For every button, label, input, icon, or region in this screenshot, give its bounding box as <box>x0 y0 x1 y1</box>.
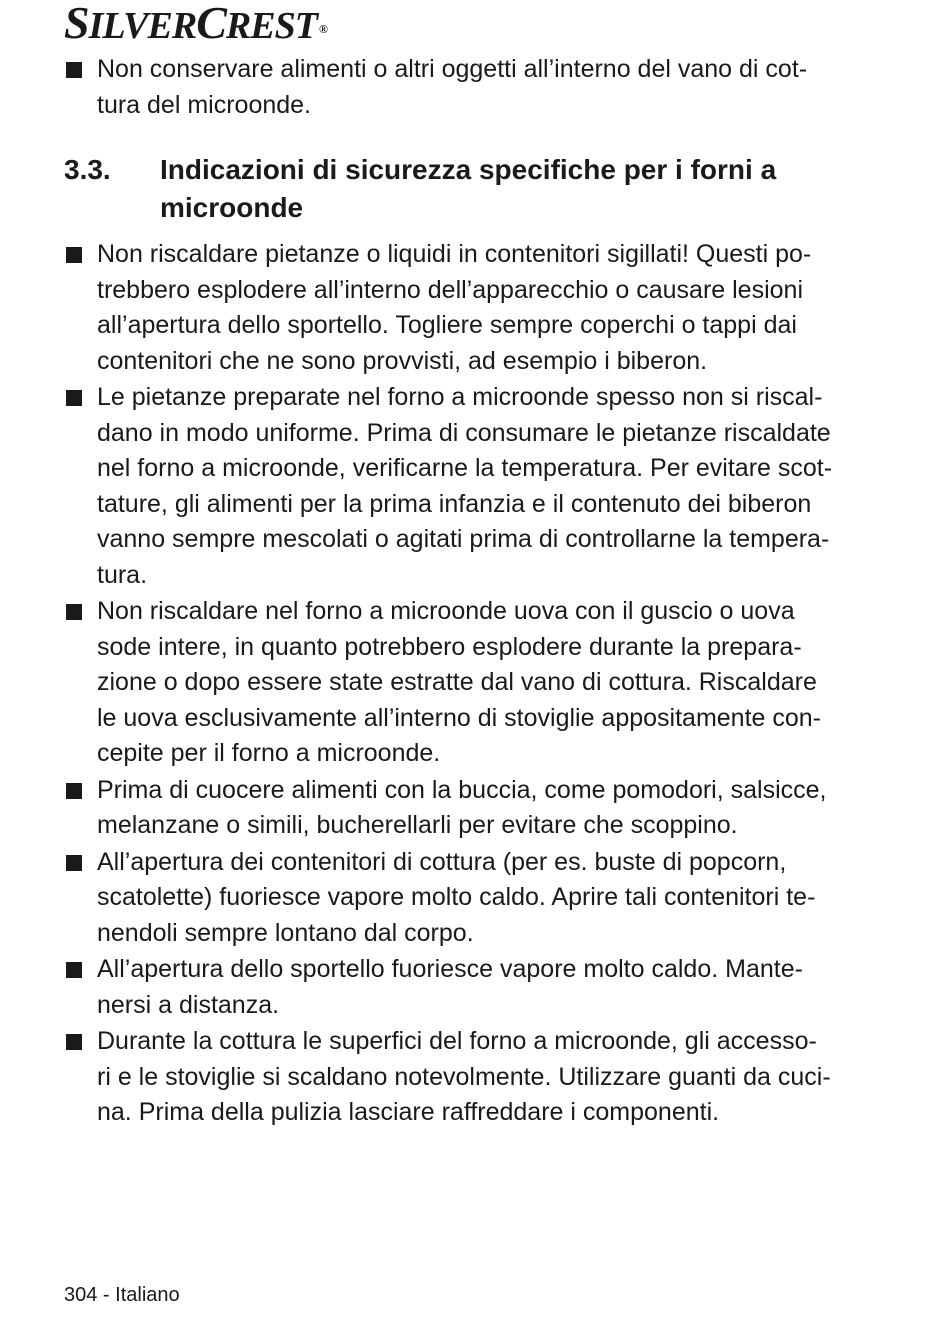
text-line: zione o dopo essere state estratte dal vano di cottura. Riscaldare <box>97 668 817 696</box>
bullet-item <box>64 1024 864 1131</box>
text-line: tura del microonde. <box>97 90 312 119</box>
text-line: contenitori che ne sono provvisti, ad esempio i biberon. <box>97 346 708 375</box>
text-line: Non conservare alimenti o altri oggetti all’interno del vano di cot- <box>97 55 808 83</box>
text-line: melanzane o simili, bucherellarli per evitare che scoppino. <box>97 811 738 839</box>
item-text <box>97 594 864 772</box>
bullet-item <box>64 845 864 952</box>
text-line: nel forno a microonde, verificarne la temperatura. Per evitare scot- <box>97 454 833 482</box>
square-bullet-icon <box>66 247 82 263</box>
text-line: tura. <box>97 560 148 589</box>
square-bullet-icon <box>66 62 82 78</box>
item-text <box>97 1024 864 1131</box>
text-line: nersi a distanza. <box>97 990 280 1019</box>
text-line: All’apertura dei contenitori di cottura (per es. buste di popcorn, <box>97 847 787 876</box>
section-title <box>64 151 864 227</box>
brand-logo: SILVERCREST ® <box>64 0 327 48</box>
text-line: Non riscaldare pietanze o liquidi in contenitori sigillati! Questi po- <box>97 240 812 268</box>
item-text <box>97 380 864 593</box>
text-line: Non riscaldare nel forno a microonde uova con il guscio o uova <box>97 597 795 625</box>
square-bullet-icon <box>66 1034 82 1050</box>
bullet-item <box>64 952 864 1023</box>
text-line: vanno sempre mescolati o agitati prima di controllarne la tempera- <box>97 525 830 553</box>
section-heading <box>64 151 864 227</box>
text-line: cepite per il forno a microonde. <box>97 739 441 767</box>
text-line: le uova esclusivamente all’interno di stoviglie appositamente con- <box>97 703 822 732</box>
square-bullet-icon <box>66 783 82 799</box>
text-line: microonde <box>160 192 304 223</box>
square-bullet-icon <box>66 604 82 620</box>
text-line: all’apertura dello sportello. Togliere sempre coperchi o tappi dai <box>97 311 797 339</box>
text-line: dano in modo uniforme. Prima di consumare le pietanze riscaldate <box>97 418 831 447</box>
bullet-list <box>64 237 864 1131</box>
text-line: ri e le stoviglie si scaldano notevolmente. Utilizzare guanti da cuci- <box>97 1062 831 1091</box>
text-line: Le pietanze preparate nel forno a microonde spesso non si riscal- <box>97 383 823 411</box>
bullet-item <box>64 773 864 844</box>
bullet-item-intro <box>64 52 864 123</box>
text-line: All’apertura dello sportello fuoriesce vapore molto caldo. Mante- <box>97 955 803 983</box>
square-bullet-icon <box>66 962 82 978</box>
item-text <box>97 773 864 844</box>
document-body <box>64 52 864 1131</box>
page-footer: 304 - Italiano <box>64 1284 180 1306</box>
item-text <box>97 845 864 952</box>
text-line: tature, gli alimenti per la prima infanzia e il contenuto dei biberon <box>97 489 812 518</box>
text-line: sode intere, in quanto potrebbero esplodere durante la prepara- <box>97 632 802 661</box>
text-line: nendoli sempre lontano dal corpo. <box>97 918 474 947</box>
text-line: na. Prima della pulizia lasciare raffreddare i componenti. <box>97 1098 720 1126</box>
text-line: Indicazioni di sicurezza specifiche per i forni a <box>160 154 777 185</box>
text-line: scatolette) fuoriesce vapore molto caldo. Aprire tali contenitori te- <box>97 883 816 911</box>
section-number: 3.3. <box>64 154 111 185</box>
square-bullet-icon <box>66 390 82 406</box>
bullet-item <box>64 237 864 379</box>
item-text <box>97 237 864 379</box>
text-line: Durante la cottura le superfici del forno a microonde, gli accesso- <box>97 1027 817 1055</box>
item-text <box>97 952 864 1023</box>
bullet-item <box>64 380 864 593</box>
text-line: trebbero esplodere all’interno dell’apparecchio o causare lesioni <box>97 275 803 304</box>
item-text <box>97 52 864 123</box>
text-line: Prima di cuocere alimenti con la buccia, come pomodori, salsicce, <box>97 775 827 804</box>
square-bullet-icon <box>66 855 82 871</box>
bullet-item <box>64 594 864 772</box>
